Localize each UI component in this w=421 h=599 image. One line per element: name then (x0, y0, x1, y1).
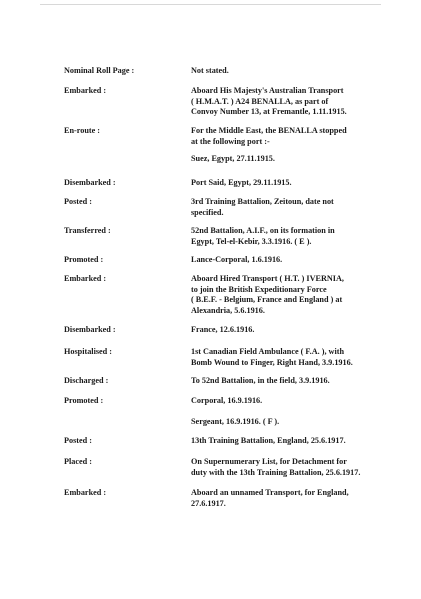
entry-value (191, 226, 391, 247)
entry-label: Hospitalised : (64, 347, 112, 356)
entry-value (191, 197, 391, 218)
entry-value-line: Port Said, Egypt, 29.11.1915. (191, 178, 292, 187)
entry-value (191, 178, 391, 189)
entry-value-line: For the Middle East, the BENALLA stopped (191, 126, 347, 135)
entry-value-line: Bomb Wound to Finger, Right Hand, 3.9.1916. (191, 357, 353, 367)
entry-value (191, 255, 391, 266)
entry-label: Discharged : (64, 376, 109, 385)
entry-value-line: Aboard an unnamed Transport, for England, (191, 488, 349, 497)
entry-value-line: Aboard His Majesty's Australian Transport (191, 86, 344, 95)
entry-value (191, 66, 391, 77)
entry-value-line: ( H.M.A.T. ) A24 BENALLA, as part of (191, 96, 329, 106)
entry-value-line: 3rd Training Battalion, Zeitoun, date not (191, 197, 334, 206)
entry-label: Promoted : (64, 255, 104, 264)
entry-value-line: ( B.E.F. - Belgium, France and England ) at (191, 295, 343, 304)
entry-label: Disembarked : (64, 178, 116, 187)
entry-value-line: Aboard Hired Transport ( H.T. ) IVERNIA, (191, 274, 344, 283)
entry-value-line: duty with the 13th Training Battalion, 25.6.1917. (191, 467, 361, 477)
entry-value-line: Corporal, 16.9.1916. (191, 396, 263, 405)
entry-value (191, 396, 391, 407)
entry-label: Embarked : (64, 488, 107, 497)
entry-value-line: Not stated. (191, 66, 229, 75)
entry-value-line: 13th Training Battalion, England, 25.6.1917. (191, 436, 346, 445)
entry-value (191, 86, 391, 118)
entry-label: Promoted : (64, 396, 104, 405)
entry-value (191, 154, 391, 165)
entry-value (191, 126, 391, 147)
entry-value-line: at the following port :- (191, 136, 270, 146)
entry-value-line: Egypt, Tel-el-Kebir, 3.3.1916. ( E ). (191, 236, 312, 246)
entry-value (191, 347, 391, 368)
entry-value (191, 325, 391, 336)
entry-value-line: Suez, Egypt, 27.11.1915. (191, 154, 275, 163)
entry-label: Posted : (64, 436, 92, 445)
entry-label: Embarked : (64, 274, 107, 283)
entry-value-line: On Supernumerary List, for Detachment for (191, 457, 347, 466)
entry-value-line: Lance-Corporal, 1.6.1916. (191, 255, 283, 264)
entry-value-line: 27.6.1917. (191, 498, 226, 508)
entry-value-line: Alexandria, 5.6.1916. (191, 305, 265, 315)
entry-label: Nominal Roll Page : (64, 66, 135, 75)
entry-label: Transferred : (64, 226, 111, 235)
entry-value-line: To 52nd Battalion, in the field, 3.9.1916. (191, 376, 330, 385)
entry-value-line: specified. (191, 207, 224, 217)
entry-value-line: to join the British Expeditionary Force (191, 284, 327, 294)
entry-value (191, 417, 391, 428)
entry-value (191, 376, 391, 387)
entry-value (191, 274, 391, 316)
entry-value-line: France, 12.6.1916. (191, 325, 255, 334)
entry-value (191, 457, 391, 478)
entry-label: En-route : (64, 126, 101, 135)
entry-value-line: 52nd Battalion, A.I.F., on its formation in (191, 226, 335, 235)
entry-label: Disembarked : (64, 325, 116, 334)
entry-value-line: 1st Canadian Field Ambulance ( F.A. ), with (191, 347, 345, 356)
entry-label: Placed : (64, 457, 92, 466)
entry-value-line: Convoy Number 13, at Fremantle, 1.11.1915. (191, 107, 347, 116)
entry-value-line: Sergeant, 16.9.1916. ( F ). (191, 417, 280, 426)
top-edge-line (40, 4, 381, 5)
entry-label: Embarked : (64, 86, 107, 95)
entry-value (191, 488, 391, 509)
entry-label: Posted : (64, 197, 92, 206)
entry-value (191, 436, 391, 447)
